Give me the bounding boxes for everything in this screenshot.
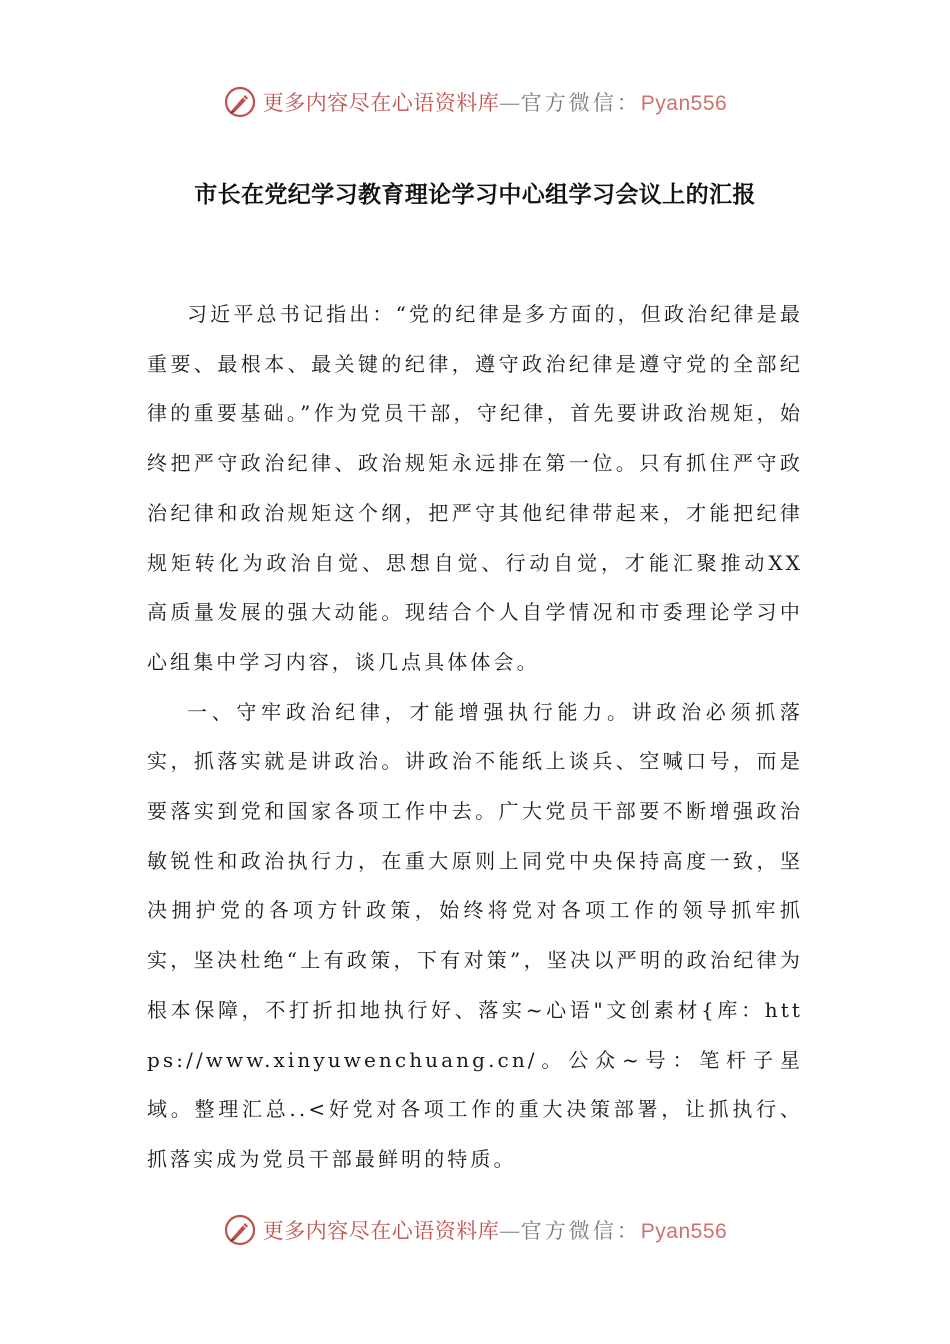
footer-watermark-id: Pyan556 [640, 1220, 728, 1243]
document-body [147, 290, 803, 1185]
header-watermark-banner [0, 80, 950, 124]
header-watermark-id: Pyan556 [640, 92, 728, 115]
header-watermark-main: 更多内容尽在心语资料库 [262, 91, 500, 115]
footer-watermark-sub: 官方微信： [520, 1219, 641, 1243]
header-watermark-dash: — [499, 91, 521, 115]
pen-logo-icon [223, 85, 257, 119]
footer-watermark-banner [0, 1208, 950, 1252]
header-watermark-sub: 官方微信： [520, 91, 641, 115]
paragraph-intro: 习近平总书记指出：“党的纪律是多方面的，但政治纪律是最重要、最根本、最关键的纪律，遵守政治纪律是遵守党的全部纪律的重要基础。”作为党员干部，守纪律，首先要讲政治规矩，始终把严守政治纪律、政治规矩永远排在第一位。只有抓住严守政治纪律和政治规矩这个纲，把严守其他纪律带起来，才能把纪律规矩转化为政治自觉、思想自觉、行动自觉，才能汇聚推动XX高质量发展的强大动能。现结合个人自学情况和市委理论学习中心组集中学习内容，谈几点具体体会。 [147, 302, 803, 674]
document-title: 市长在党纪学习教育理论学习中心组学习会议上的汇报 [194, 182, 756, 208]
paragraph-section-one: 一、守牢政治纪律，才能增强执行能力。讲政治必须抓落实，抓落实就是讲政治。讲政治不能纸上谈兵、空喊口号，而是要落实到党和国家各项工作中去。广大党员干部要不断增强政治敏锐性和政治执行力，在重大原则上同党中央保持高度一致，坚决拥护党的各项方针政策，始终将党对各项工作的领导抓牢抓实，坚决杜绝“上有政策，下有对策”，坚决以严明的政治纪律为根本保障，不打折扣地执行好、落实~心语"文创素材{库：https://www.xinyuwenchuang.cn/。公众~号：笔杆子星域。整理汇总..<好党对各项工作的重大决策部署，让抓执行、抓落实成为党员干部最鲜明的特质。 [147, 699, 803, 1171]
header-watermark-text [263, 87, 727, 117]
footer-watermark-text [263, 1215, 727, 1245]
footer-watermark-dash: — [499, 1219, 521, 1243]
pen-logo-icon [223, 1213, 257, 1247]
footer-watermark-main: 更多内容尽在心语资料库 [262, 1219, 500, 1243]
